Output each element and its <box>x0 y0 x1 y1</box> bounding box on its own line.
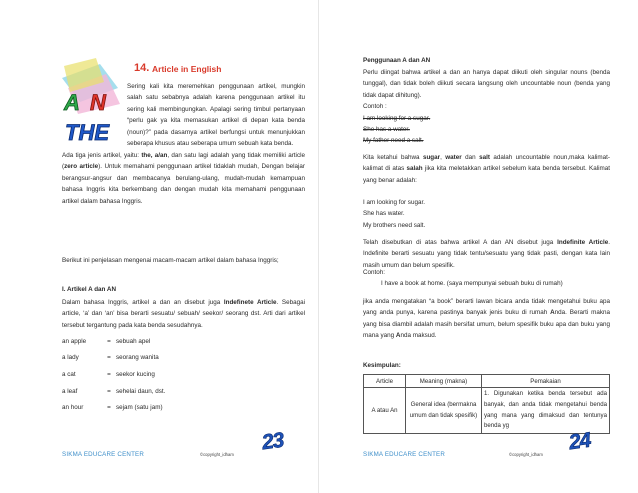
article-types-paragraph <box>62 150 305 207</box>
correct-example: I am looking for sugar. <box>363 199 425 206</box>
vocab-word: an hour <box>62 404 84 412</box>
bold-text: sugar <box>422 154 441 161</box>
vocab-row <box>62 350 262 367</box>
vocab-word: a cat <box>62 370 76 378</box>
equals-sign: = <box>107 337 111 345</box>
bold-text: A <box>395 332 401 340</box>
summary-table <box>363 374 610 434</box>
bold-text: zero article <box>64 163 99 171</box>
vocab-row <box>62 366 262 383</box>
table-header-row <box>364 375 610 388</box>
bold-text: salah <box>406 165 423 173</box>
equals-sign: = <box>107 370 111 378</box>
bold-text: the, a/an <box>141 152 168 159</box>
usage-paragraph: Perlu diingat bahwa artikel a dan an hanya dapat diikuti oleh singular nouns (benda tunggal), dan tidak boleh diikuti secara langsung oleh uncountable noun (benda yang tidak dapat dihitung). <box>363 69 610 99</box>
text-run: jika anda mengatakan “a book” berarti lawan bicara anda tidak mengetahui buku apa yang anda punya, karena pastinya banyak jenis buku di rumah <box>363 298 610 317</box>
footer-org: SIKMA EDUCARE CENTER <box>62 451 145 458</box>
text-run: ). Untuk memahami penggunaan artikel tidaklah mudah, Dengan belajar berangsur-angsur dan membacanya berulang-ulang, mudah-mudah kemampuan bahasa Inggris kita berkembang dan dengan mudah kita memahami penggunaan artikel dalam bahasa Inggris. <box>62 163 306 205</box>
correct-examples <box>363 197 610 231</box>
footer-copyright: ©copyright_idham <box>509 452 543 457</box>
vocab-row <box>62 383 262 400</box>
text-run: adalah uncountable noun,maka kalimat-kalimat di atas <box>363 154 611 173</box>
correct-example: My brothers need salt. <box>363 221 426 229</box>
table-cell-article: A atau An <box>364 388 406 434</box>
explanation-paragraph <box>363 152 610 186</box>
text-run: nda maksud. <box>400 332 437 340</box>
vocab-meaning: seorang wanita <box>116 354 159 362</box>
table-cell-usage: 1. Digunakan ketika benda tersebut ada banyak, dan anda tidak mengetahui benda yang mana yang dimaksud dan tentunya benda yg <box>482 388 610 434</box>
table-row <box>364 388 610 434</box>
vocab-meaning: sejam (satu jam) <box>116 404 163 412</box>
text-run: . <box>276 299 279 306</box>
wrong-example: My father need a salt. <box>363 137 424 145</box>
section-body <box>62 297 305 331</box>
example-sentence: I have a book at home. (saya mempunyai sebuah buku di rumah) <box>381 280 563 287</box>
usage-block <box>363 67 610 147</box>
section-title: Penggunaan A dan AN <box>363 57 431 64</box>
vocab-meaning: seekor kucing <box>116 370 155 378</box>
page-number: 23 <box>260 428 285 455</box>
column-header: Meaning (makna) <box>406 375 482 388</box>
chapter-title: Article in English <box>152 64 222 74</box>
text-run: Kita ketahui bahwa <box>363 154 423 161</box>
text-run: . Indefinite berarti sesuatu yang tidak tentu/sesuatu yang tidak pasti, dengan kata lain masih umum dan belum spesifik. <box>363 239 610 269</box>
explanation-intro: Berikut ini penjelasan mengenai macam-macam artikel dalam bahasa Inggris; <box>62 257 279 264</box>
bold-text: Indefinite Article <box>557 239 609 246</box>
text-run: jika kita meletakkan artikel sebelum kata benda tersebut. Kalimat yang benar adalah: <box>363 165 610 184</box>
vocab-word: an apple <box>62 337 87 345</box>
column-header: Pemakaian <box>482 375 610 388</box>
text-run: dan <box>461 154 480 161</box>
text-run: Dalam bahasa Inggris, artikel a dan an disebut juga <box>62 299 224 306</box>
equals-sign: = <box>107 404 111 412</box>
text-run: , dan satu lagi adalah yang tidak memiliki article ( <box>62 152 305 171</box>
text-run: , <box>440 154 446 161</box>
example-label: Contoh : <box>363 103 387 111</box>
text-run: Telah disebutkan di atas bahwa artikel A dan AN disebut juga <box>363 239 558 246</box>
column-header: Article <box>364 375 406 388</box>
text-run: Sebagai article, ‘a’ dan ‘an’ bisa berarti sesuatu/ sebuah/ seekor/ seorang dst. Arti dari artikel tersebut tergantung pada kata benda sesudahnya. <box>62 299 305 329</box>
meaning-paragraph <box>363 296 610 342</box>
svg-text:N: N <box>90 90 106 115</box>
example-label: Contoh: <box>363 269 386 276</box>
equals-sign: = <box>107 387 111 395</box>
bold-text: Indefinete Article <box>223 299 277 306</box>
right-page <box>319 0 638 493</box>
text-run: nda. Berarti makna yang bisa diambil adalah masih bersifat umum, belum spesifik buku apa dan buku yang mana yang <box>363 309 611 340</box>
correct-example: She has water. <box>363 210 405 218</box>
vocab-meaning: sebuah apel <box>116 337 151 345</box>
content-area <box>319 0 638 438</box>
page-number: 24 <box>567 428 592 455</box>
footer-org: SIKMA EDUCARE CENTER <box>363 451 446 458</box>
conclusion-label: Kesimpulan: <box>363 362 401 369</box>
vocab-word: a lady <box>62 354 79 362</box>
bold-text: salt <box>479 154 490 161</box>
chapter-number: 14. <box>134 62 150 74</box>
vocab-row <box>62 399 262 416</box>
text-run: Ada tiga jenis artikel, yaitu: <box>62 152 142 159</box>
wrong-example: I am looking for a sugar. <box>363 114 431 122</box>
bold-text: water <box>445 154 462 161</box>
svg-text:A: A <box>64 90 80 115</box>
wrong-example: She has a water. <box>363 126 410 134</box>
vocab-meaning: sehelai daun, dst. <box>116 387 166 395</box>
bold-text: A <box>550 309 555 317</box>
vocab-list <box>62 333 262 416</box>
table-cell-meaning: General idea (bermakna umum dan tidak spesifik) <box>406 388 482 434</box>
an-the-logo-icon <box>60 58 122 150</box>
vocab-word: a leaf <box>62 387 78 395</box>
svg-text:THE: THE <box>65 120 109 145</box>
section-title: I. Artikel A dan AN <box>62 286 116 293</box>
vocab-row <box>62 333 262 350</box>
intro-paragraph: Sering kali kita meremehkan penggunaan artikel, mungkin salah satu sebabnya adalah karena penggunaan artikel itu sering kali membingungkan. Apalagi sering timbul pertanyaan “perlu gak ya kita memasukan artikel di depan kata benda (noun)?” pada dasarnya artikel berfungsi untuk menunjukkan seberapa khusus atau seberapa umum sebuah kata benda. <box>127 83 305 148</box>
footer-copyright: ©copyright_idham <box>200 452 234 457</box>
equals-sign: = <box>107 354 111 362</box>
